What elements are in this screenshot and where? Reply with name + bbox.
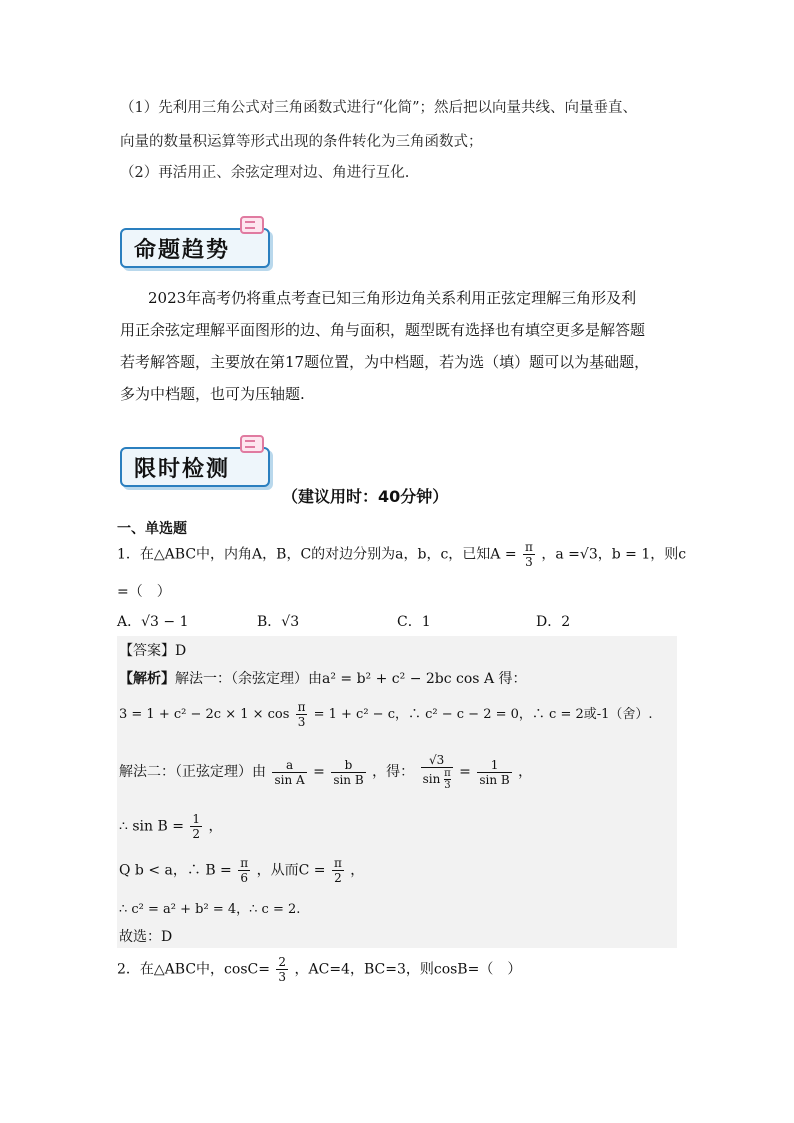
paperclip-icon [240, 435, 264, 453]
analysis-label: 【解析】 [119, 671, 175, 687]
fraction-pi-over-6: $\frac{\pi}{6}$ [240, 856, 249, 885]
q1-stem-b: ，a =√3，b = 1，则c [541, 546, 687, 563]
sinB-line: ∴ sin B = $\frac{1}{2}$ ， [119, 812, 223, 841]
fraction-b-over-sinB: $\frac{b}{\text{sin B}}$ [333, 757, 364, 787]
fraction-pi-over-2: $\frac{\pi}{2}$ [333, 856, 342, 885]
q1-stem-c: =（ ） [117, 584, 171, 600]
section-title-text: 限时检测 [134, 456, 231, 482]
q1-stem [117, 540, 686, 569]
q2-stem: 2．在△ABC中，cosC= $\frac{2}{3}$ ，AC=4，BC=3，则cosB=（ ） [117, 955, 522, 984]
trend-line-4: 多为中档题，也可为压轴题. [120, 385, 305, 403]
section-title-test [120, 441, 268, 485]
analysis-text: 解法一：（余弦定理）由a² = b² + c² − 2bc cos A 得： [175, 671, 527, 687]
fraction-2-over-3: $\frac{2}{3}$ [278, 955, 287, 984]
section-title-text: 命题趋势 [134, 237, 231, 263]
trend-line-2: 用正余弦定理解平面图形的边、角与面积，题型既有选择也有填空更多是解答题 [120, 321, 646, 339]
c-squared-line: ∴ c² = a² + b² = 4，∴ c = 2. [119, 902, 301, 917]
intro-line-3: （2）再活用正、余弦定理对边、角进行互化. [120, 165, 410, 181]
fraction-1-over-sinB: $\frac{1}{\text{sin B}}$ [479, 757, 510, 787]
angle-line: Q b < a，∴ B = $\frac{\pi}{6}$ ，从而C = $\frac{\pi}{2}$ ， [119, 856, 365, 885]
q1-option-a[interactable]: A．√3 − 1 [117, 614, 189, 630]
q1-option-d[interactable]: D．2 [536, 614, 571, 630]
fraction-one-half: $\frac{1}{2}$ [192, 812, 201, 841]
equation-line-1: 3 = 1 + c² − 2c × 1 × cos $\frac{\pi}{3}$ = 1 + c² − c，∴ c² − c − 2 = 0，∴ c = 2或-1（舍）. [119, 700, 653, 729]
intro-line-2: 向量的数量积运算等形式出现的条件转化为三角函数式； [120, 134, 483, 150]
q1-option-b[interactable]: B．√3 [257, 614, 300, 630]
answer-label: 【答案】D [119, 643, 187, 659]
trend-line-3: 若考解答题，主要放在第17题位置，为中档题，若为选（填）题可以为基础题， [120, 353, 650, 371]
q1-stem-a: 1．在△ABC中，内角A，B，C的对边分别为a，b，c，已知A = [117, 546, 517, 563]
paperclip-icon [240, 216, 264, 234]
trend-line-1: 2023年高考仍将重点考查已知三角形边角关系利用正弦定理解三角形及利 [148, 289, 637, 307]
method-2-line: 解法二：（正弦定理）由 $\frac{a}{\text{sin A}}$ = $\frac{b}{\text{sin B}}$ ，得： √3 sin $\frac{\pi}{3}$ = $\frac{1}{\text{sin B}}$ ， [119, 753, 533, 791]
suggested-time: （建议用时：40分钟） [282, 487, 449, 506]
fraction-sqrt3-over-sin: √3 sin $\frac{\pi}{3}$ [422, 753, 451, 791]
part-heading: 一、单选题 [117, 521, 187, 537]
fraction-pi-over-3: $\frac{\pi}{3}$ [297, 700, 306, 729]
q1-option-c[interactable]: C．1 [397, 614, 431, 630]
conclusion: 故选：D [119, 929, 173, 945]
analysis-line-1 [119, 668, 527, 688]
fraction-a-over-sinA: $\frac{a}{\text{sin A}}$ [274, 757, 305, 787]
fraction-pi-over-3: $\frac{\pi}{3}$ [525, 540, 533, 569]
intro-line-1: （1）先利用三角公式对三角函数式进行“化简”；然后把以向量共线、向量垂直、 [120, 100, 638, 116]
section-title-trend [120, 222, 268, 266]
